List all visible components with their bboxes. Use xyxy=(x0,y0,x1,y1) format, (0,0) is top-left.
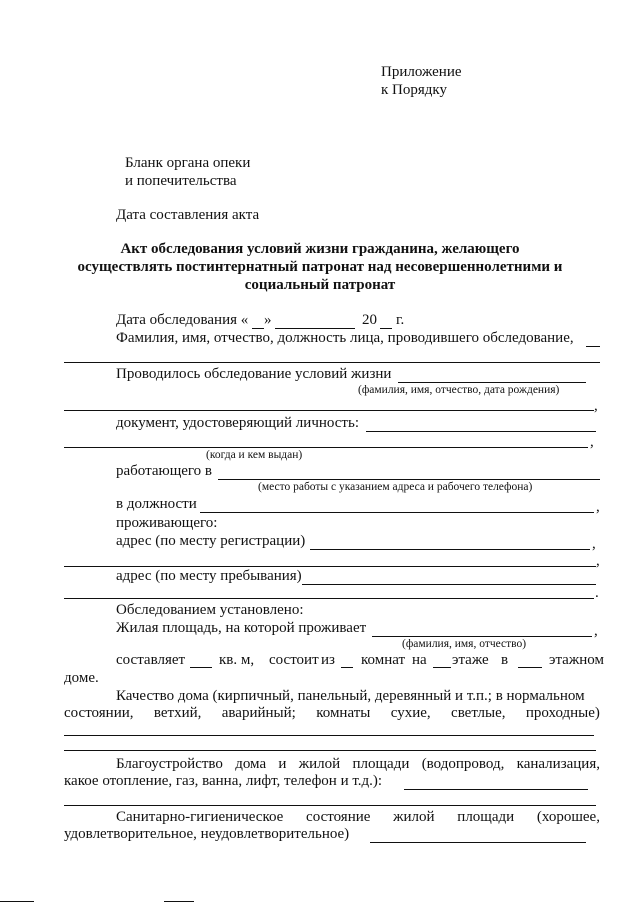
inspector-field[interactable] xyxy=(64,362,600,363)
amenities-word: площади xyxy=(352,756,410,772)
comma-3: , xyxy=(596,499,600,515)
survey-date-mid: » xyxy=(264,312,272,328)
appendix-line2: к Порядку xyxy=(381,82,447,98)
amenities-line1 xyxy=(116,756,600,773)
quality-line2 xyxy=(64,705,600,722)
working-field[interactable] xyxy=(218,479,600,480)
amenities-field[interactable] xyxy=(404,789,588,790)
conducted-label: Проводилось обследование условий жизни xyxy=(116,366,392,382)
area-w3: состоит xyxy=(269,652,319,668)
hint-person: (фамилия, имя, отчество, дата рождения) xyxy=(358,384,560,396)
area-w2: кв. м, xyxy=(219,652,255,668)
sanitary-line2: удовлетворительное, неудовлетворительное) xyxy=(64,826,350,842)
quality-word: светлые, xyxy=(451,705,506,721)
area-w1: составляет xyxy=(116,652,186,668)
quality-field-2[interactable] xyxy=(64,750,596,751)
comma-4: , xyxy=(592,536,596,552)
hint-fio: (фамилия, имя, отчество) xyxy=(402,638,527,650)
survey-day-field[interactable] xyxy=(252,328,264,329)
id-doc-field[interactable] xyxy=(366,431,596,432)
amenities-word: и xyxy=(278,756,287,772)
quality-word: комнаты xyxy=(316,705,371,721)
quality-word: ветхий, xyxy=(153,705,202,721)
area-w5: комнат xyxy=(361,652,406,668)
quality-word: проходные) xyxy=(525,705,600,721)
comma-6: , xyxy=(594,623,598,639)
stay-address-field[interactable] xyxy=(302,584,596,585)
amenities-field-2[interactable] xyxy=(64,805,596,806)
area-storeys-field[interactable] xyxy=(518,667,542,668)
amenities-word: (водопровод, xyxy=(421,756,505,772)
sanitary-word: состояние xyxy=(306,809,371,825)
hint-work: (место работы с указанием адреса и рабочего телефона) xyxy=(258,481,533,493)
title-line1: Акт обследования условий жизни гражданина, желающего xyxy=(120,241,520,257)
reg-address-field-2[interactable] xyxy=(64,566,596,567)
living-area-person-field[interactable] xyxy=(372,636,592,637)
residing-label: проживающего: xyxy=(116,515,218,531)
conducted-person-field[interactable] xyxy=(398,382,586,383)
hint-issued: (когда и кем выдан) xyxy=(206,449,303,461)
scan-mark-left xyxy=(0,901,34,902)
title-line2: осуществлять постинтернатный патронат над несовершеннолетними и xyxy=(77,259,563,275)
amenities-line2: какое отопление, газ, ванна, лифт, телефон и т.д.): xyxy=(64,773,383,789)
inspector-field-end[interactable] xyxy=(586,346,600,347)
quality-word: аварийный; xyxy=(221,705,296,721)
comma-2: , xyxy=(590,434,594,450)
sanitary-word: площади xyxy=(457,809,515,825)
quality-word: состоянии, xyxy=(64,705,134,721)
sanitary-field[interactable] xyxy=(370,842,586,843)
area-w9: этажном xyxy=(549,652,604,668)
stay-address-field-2[interactable] xyxy=(64,598,594,599)
quality-word: сухие, xyxy=(390,705,431,721)
survey-year-suffix: г. xyxy=(396,312,405,328)
org-line1: Бланк органа опеки xyxy=(125,155,251,171)
established-label: Обследованием установлено: xyxy=(116,602,304,618)
conducted-person-field-2[interactable] xyxy=(64,410,594,411)
position-label: в должности xyxy=(116,496,197,512)
survey-year-prefix: 20 xyxy=(362,312,377,328)
area-w8: в xyxy=(501,652,509,668)
area-w6: на xyxy=(412,652,427,668)
sanitary-word: жилой xyxy=(393,809,435,825)
stay-address-label: адрес (по месту пребывания) xyxy=(116,568,302,584)
title-line3: социальный патронат xyxy=(244,277,396,293)
reg-address-field[interactable] xyxy=(310,549,590,550)
area-floor-field[interactable] xyxy=(433,667,451,668)
quality-field[interactable] xyxy=(64,735,594,736)
scan-mark-mid xyxy=(164,901,194,902)
amenities-word: Благоустройство xyxy=(116,756,223,772)
id-doc-field-2[interactable] xyxy=(64,447,588,448)
area-w7: этаже xyxy=(452,652,489,668)
survey-month-field[interactable] xyxy=(275,328,355,329)
survey-date-prefix: Дата обследования « xyxy=(116,312,249,328)
survey-year-field[interactable] xyxy=(380,328,392,329)
comma-1: , xyxy=(594,398,598,414)
inspector-label: Фамилия, имя, отчество, должность лица, проводившего обследование, xyxy=(116,330,574,346)
period-1: . xyxy=(595,585,599,601)
quality-line1: Качество дома (кирпичный, панельный, деревянный и т.п.; в нормальном xyxy=(116,688,585,704)
sanitary-line1 xyxy=(116,809,600,826)
living-area-label: Жилая площадь, на которой проживает xyxy=(116,620,367,636)
amenities-word: дома xyxy=(235,756,267,772)
act-date-label: Дата составления акта xyxy=(116,207,260,223)
comma-5: , xyxy=(596,553,600,569)
area-end: доме. xyxy=(64,670,99,686)
reg-address-label: адрес (по месту регистрации) xyxy=(116,533,306,549)
amenities-word: жилой xyxy=(298,756,341,772)
appendix-line1: Приложение xyxy=(381,64,462,80)
working-label: работающего в xyxy=(116,463,213,479)
id-doc-label: документ, удостоверяющий личность: xyxy=(116,415,359,431)
area-sqm-field[interactable] xyxy=(190,667,212,668)
position-field[interactable] xyxy=(200,512,594,513)
sanitary-word: (хорошее, xyxy=(536,809,600,825)
sanitary-word: Санитарно-гигиеническое xyxy=(116,809,284,825)
org-line2: и попечительства xyxy=(125,173,237,189)
area-rooms-field[interactable] xyxy=(341,667,353,668)
amenities-word: канализация, xyxy=(516,756,600,772)
area-w4: из xyxy=(321,652,335,668)
